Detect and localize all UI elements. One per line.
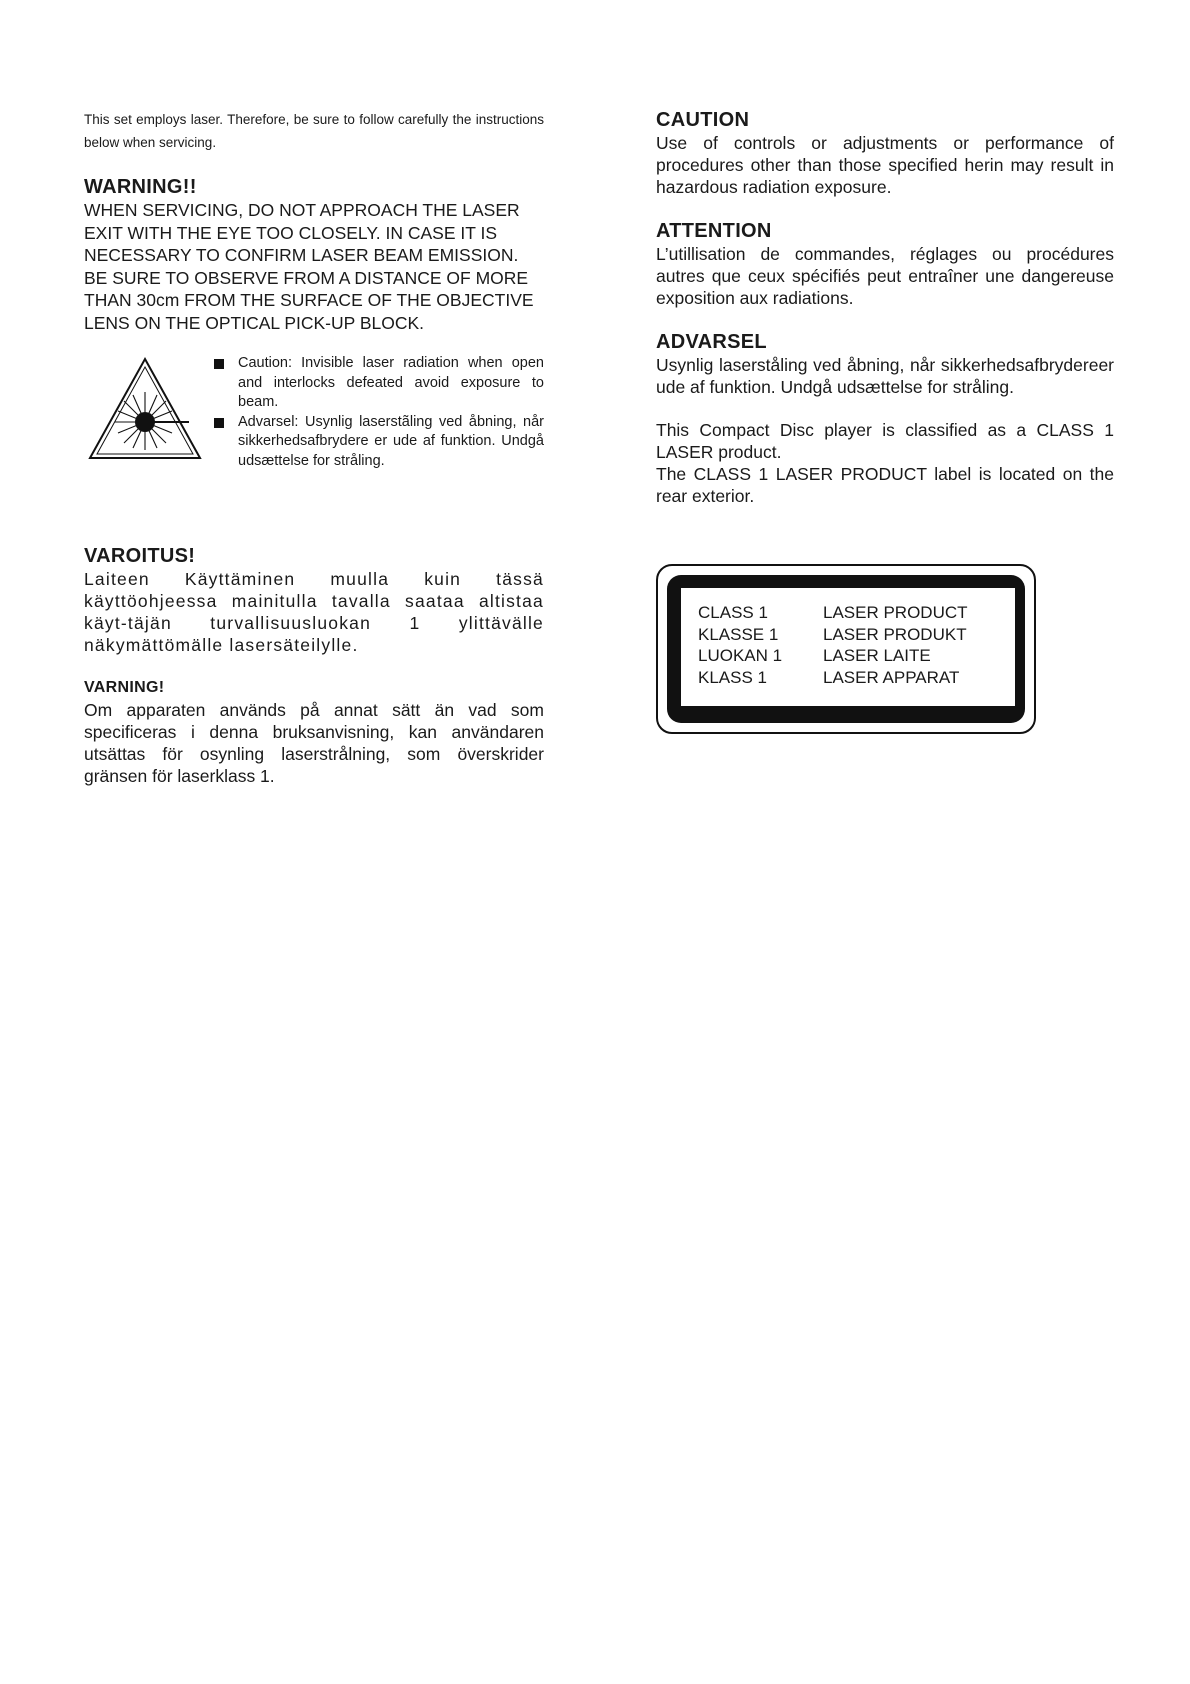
list-item — [208, 354, 544, 413]
label-class-cell: KLASS 1 — [698, 667, 767, 687]
bullet-text: Advarsel: Usynlig laserstãling ved åbning, når sikkerhedsafbrydere er ude af funktion. Undgå udsættelse for stråling. — [238, 413, 544, 469]
advarsel-section — [656, 330, 1114, 398]
intro-text: This set employs laser. Therefore, be sure to follow carefully the instructions below when servicing. — [84, 112, 544, 150]
square-bullet-icon — [214, 359, 224, 369]
table-row — [698, 645, 968, 667]
label-product-cell: LASER LAITE — [823, 646, 931, 665]
varoitus-section — [84, 544, 544, 656]
attention-heading: ATTENTION — [656, 220, 772, 242]
label-table — [698, 602, 968, 688]
laser-radiation-warning-icon — [87, 356, 203, 462]
bullet-text: Caution: Invisible laser radiation when open and interlocks defeated avoid exposure to beam. — [238, 355, 544, 410]
finnish-swedish-section — [84, 544, 544, 808]
advarsel-text: Usynlig laserståling ved åbning, når sikkerhedsafbrydereer ude af funktion. Undgå udsættelse for stråling. — [656, 355, 1114, 397]
warning-heading: WARNING!! — [84, 176, 197, 198]
attention-section — [656, 219, 1114, 309]
class-1-laser-label — [656, 564, 1036, 734]
right-column — [656, 108, 1114, 507]
caution-section — [656, 108, 1114, 198]
table-row — [698, 602, 968, 624]
label-product-cell: LASER APPARAT — [823, 667, 960, 687]
label-class-cell: KLASSE 1 — [698, 624, 779, 644]
warning-section — [84, 175, 544, 334]
left-column — [84, 108, 544, 504]
label-class-cell: CLASS 1 — [698, 603, 768, 622]
caution-text: Use of controls or adjustments or performance of procedures other than those specified herin may result in hazardous radiation exposure. — [656, 133, 1114, 197]
caution-heading: CAUTION — [656, 109, 750, 131]
square-bullet-icon — [214, 418, 224, 428]
attention-text: L’utillisation de commandes, réglages ou procédures autres que ceux spécifiés peut entraîner une dangereuse exposition aux radiations. — [656, 244, 1114, 308]
label-product-cell: LASER PRODUKT — [823, 624, 967, 644]
varoitus-text: Laiteen Käyttäminen muulla kuin tässä käyttöohjeessa mainitulla tavalla saataa altistaa käyt-täjän turvallisuusluokan 1 ylittävälle näkymättömälle lasersäteilylle. — [84, 569, 544, 655]
varning-section — [84, 677, 544, 787]
varoitus-heading: VAROITUS! — [84, 545, 196, 567]
table-row — [698, 624, 968, 646]
advarsel-heading: ADVARSEL — [656, 331, 767, 353]
varning-heading: VARNING! — [84, 679, 165, 696]
warning-text: WHEN SERVICING, DO NOT APPROACH THE LASER EXIT WITH THE EYE TOO CLOSELY. IN CASE IT IS NECESSARY TO CONFIRM LASER BEAM EMISSION. BE SURE TO OBSERVE FROM A DISTANCE OF MORE THAN 30cm FROM THE SURFACE OF THE OBJECTIVE LENS ON THE OPTICAL PICK-UP BLOCK. — [84, 200, 534, 333]
classification-text: This Compact Disc player is classified as a CLASS 1 LASER product. — [656, 420, 1114, 462]
label-white-panel — [681, 588, 1015, 706]
label-location-text: The CLASS 1 LASER PRODUCT label is located on the rear exterior. — [656, 464, 1114, 506]
list-item — [208, 413, 544, 472]
laser-caution-row — [84, 354, 544, 504]
label-class-cell: LUOKAN 1 — [698, 646, 783, 665]
classification-section — [656, 419, 1114, 507]
varning-text: Om apparaten används på annat sätt än vad som specificeras i denna bruksanvisning, kan användaren utsättas för osynling laserstrålning, som överskrider gränsen för laserklass 1. — [84, 700, 544, 786]
table-row — [698, 667, 968, 689]
laser-caution-list — [208, 354, 544, 471]
label-product-cell: LASER PRODUCT — [823, 603, 968, 622]
